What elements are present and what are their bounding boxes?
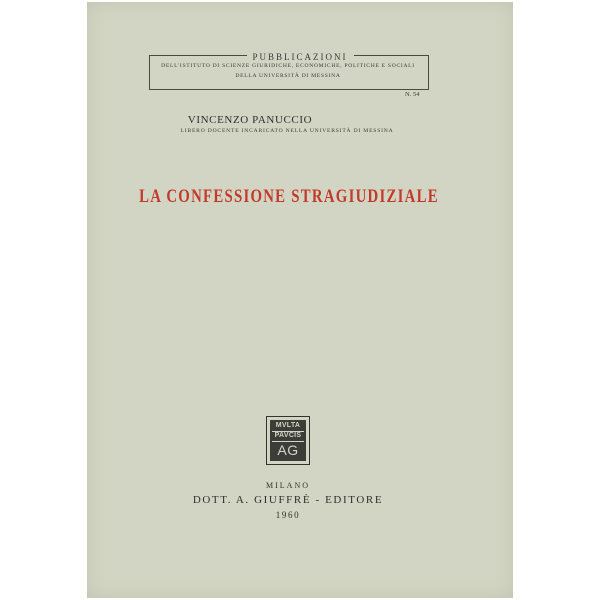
- logo-word-2: PAVCIS: [274, 432, 302, 439]
- series-institute: [149, 61, 427, 81]
- imprint-city: MILANO: [266, 481, 310, 490]
- book-cover: [87, 2, 513, 598]
- series-number: N. 54: [405, 91, 420, 98]
- book-title: LA CONFESSIONE STRAGIUDIZIALE: [139, 186, 439, 207]
- series-line-1: DELL'ISTITUTO DI SCIENZE GIURIDICHE, ECONOMICHE, POLITICHE E SOCIALI: [161, 63, 415, 69]
- logo-monogram: AG: [277, 442, 299, 458]
- logo-panel: [270, 420, 306, 461]
- publisher-logo: [266, 416, 310, 465]
- imprint-year: 1960: [275, 510, 301, 520]
- logo-word-1: MVLTA: [275, 422, 301, 429]
- series-line-2: DELLA UNIVERSITÀ DI MESSINA: [235, 73, 341, 79]
- imprint-publisher: DOTT. A. GIUFFRÈ - EDITORE: [192, 494, 384, 506]
- series-label: PUBBLICAZIONI: [247, 52, 354, 62]
- author-name: VINCENZO PANUCCIO: [187, 114, 313, 126]
- author-role: LIBERO DOCENTE INCARICATO NELLA UNIVERSITÀ DI MESSINA: [180, 128, 394, 134]
